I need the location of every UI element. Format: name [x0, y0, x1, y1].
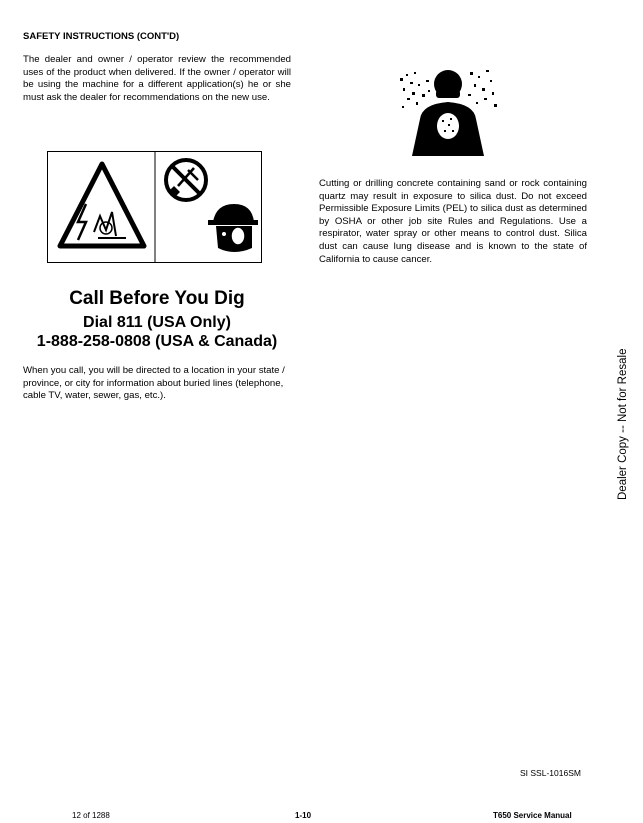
document-id: SI SSL-1016SM: [520, 768, 581, 778]
side-watermark: Dealer Copy -- Not for Resale: [617, 348, 629, 500]
dial-811-line: Dial 811 (USA Only): [83, 314, 231, 331]
call-before-dig-title: Call Before You Dig: [69, 288, 245, 309]
hard-hat-operator-icon: [208, 204, 258, 252]
silica-warning-paragraph: Cutting or drilling concrete containing sand or rock containing quartz may result in exposure to silica dust. Do not exceed Permissible Exposure Limits (PEL) to silica dust as determined by OSHA or other job site Rules and Regulations. Use a respirator, water spray or other means to control dust. Silica dust can cause lung disease and is known to the state of California to cause cancer.: [319, 178, 587, 265]
intro-paragraph: The dealer and owner / operator review the recommended uses of the product when delivered. If the owner / operator will be using the machine for a different application(s) he or she must ask the dealer for recommendations on the new use.: [23, 54, 291, 103]
no-digging-icon: [166, 160, 206, 200]
safety-sign-panel: [47, 151, 262, 263]
silica-dust-respirator-icon: [398, 64, 498, 159]
call-before-dig-paragraph: When you call, you will be directed to a location in your state / province, or city for information about buried lines (telephone, cable TV, water, sewer, gas, etc.).: [23, 365, 285, 402]
footer-page-count: 12 of 1288: [72, 811, 110, 820]
footer-page-number: 1-10: [295, 811, 312, 820]
phone-number-line: 1-888-258-0808 (USA & Canada): [36, 333, 278, 350]
footer-manual-title: T650 Service Manual: [493, 811, 572, 820]
section-heading: SAFETY INSTRUCTIONS (CONT'D): [23, 31, 180, 42]
electrical-explosion-warning-icon: [60, 164, 144, 246]
